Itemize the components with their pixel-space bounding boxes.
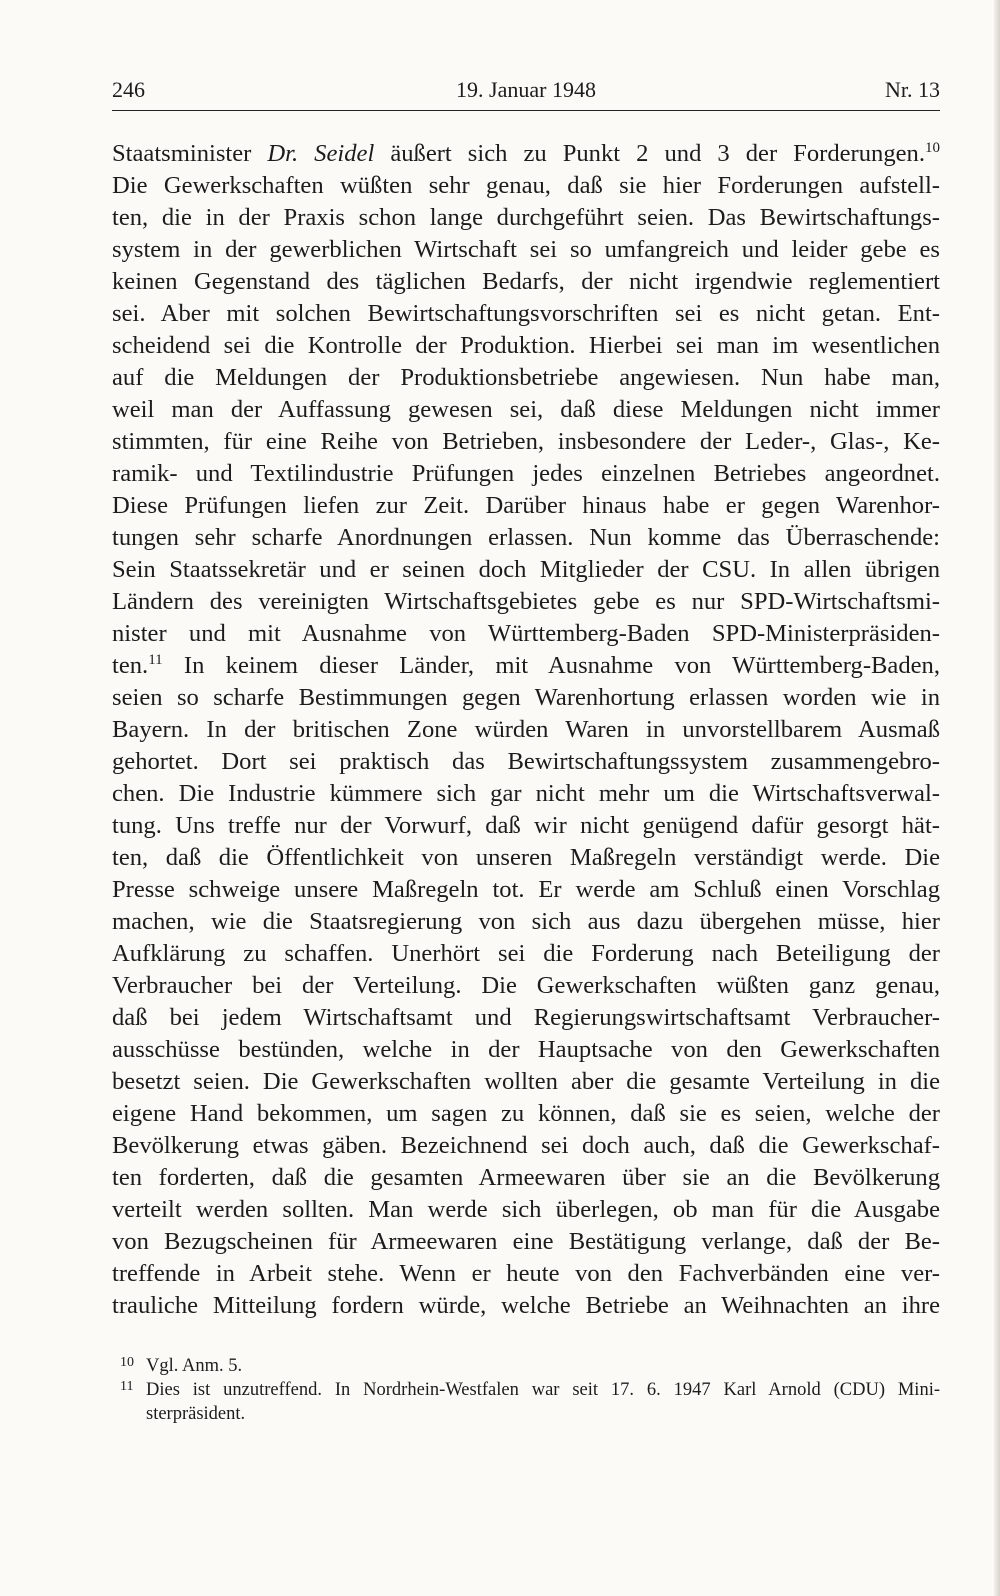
text-line: auf die Meldungen der Produktionsbetriebe angewiesen. Nun habe man,	[112, 364, 940, 391]
text-line: keinen Gegenstand des täglichen Bedarfs, der nicht irgendwie reglementiert	[112, 268, 940, 295]
text-line: Presse schweige unsere Maßregeln tot. Er werde am Schluß einen Vorschlag	[112, 876, 940, 903]
text-line: Aufklärung zu schaffen. Unerhört sei die Forderung nach Beteiligung der	[112, 940, 940, 967]
text-segment: Staatsminister	[112, 140, 268, 167]
footnote-text: Vgl. Anm. 5.	[146, 1356, 243, 1376]
text-line: verteilt werden sollten. Man werde sich überlegen, ob man für die Ausgabe	[112, 1196, 940, 1223]
text-line: von Bezugscheinen für Armeewaren eine Bestätigung verlange, daß der Be-	[112, 1228, 940, 1255]
text-line: ten, die in der Praxis schon lange durchgeführt seien. Das Bewirtschaftungs-	[112, 204, 940, 231]
text-line: sei. Aber mit solchen Bewirtschaftungsvorschriften sei es nicht getan. Ent-	[112, 300, 940, 327]
text-line: chen. Die Industrie kümmere sich gar nicht mehr um die Wirtschaftsverwal-	[112, 780, 940, 807]
page-number: 246	[112, 77, 145, 102]
document-number: Nr. 13	[885, 77, 940, 102]
text-line: ausschüsse bestünden, welche in der Hauptsache von den Gewerkschaften	[112, 1036, 940, 1063]
text-line: Sein Staatssekretär und er seinen doch Mitglieder der CSU. In allen übrigen	[112, 556, 940, 583]
text-line: weil man der Auffassung gewesen sei, daß diese Meldungen nicht immer	[112, 396, 940, 423]
text-segment: äußert sich zu Punkt 2 und 3 der Forderungen.	[374, 140, 925, 167]
text-line: besetzt seien. Die Gewerkschaften wollten aber die gesamte Verteilung in die	[112, 1068, 940, 1095]
text-line	[112, 138, 940, 170]
text-line: daß bei jedem Wirtschaftsamt und Regierungswirtschaftsamt Verbraucher-	[112, 1004, 940, 1031]
footnote-number: 11	[120, 1379, 134, 1394]
paragraph-lines-c	[112, 682, 940, 1322]
footnotes	[112, 1354, 940, 1426]
text-line: gehortet. Dort sei praktisch das Bewirtschaftungssystem zusammengebro-	[112, 748, 940, 775]
text-line: Ländern des vereinigten Wirtschaftsgebietes gebe es nur SPD-Wirtschaftsmi-	[112, 588, 940, 615]
footnote-number: 10	[120, 1355, 134, 1370]
text-line: Bayern. In der britischen Zone würden Waren in unvorstellbarem Ausmaß	[112, 716, 940, 743]
text-line: nister und mit Ausnahme von Württemberg-Baden SPD-Ministerpräsiden-	[112, 620, 940, 647]
footnote-10	[112, 1354, 940, 1378]
text-line: Verbraucher bei der Verteilung. Die Gewerkschaften wüßten ganz genau,	[112, 972, 940, 999]
footnote-ref-11: 11	[148, 652, 163, 668]
page-edge	[994, 0, 1000, 1596]
text-line	[112, 650, 940, 682]
footnote-text: sterpräsident.	[146, 1404, 246, 1424]
text-line: ramik- und Textilindustrie Prüfungen jedes einzelnen Betriebes angeordnet.	[112, 460, 940, 487]
header-rule	[112, 110, 940, 111]
text-line: machen, wie die Staatsregierung von sich aus dazu übergehen müsse, hier	[112, 908, 940, 935]
text-line: ten, daß die Öffentlichkeit von unseren Maßregeln verständigt werde. Die	[112, 844, 940, 871]
footnote-11	[112, 1378, 940, 1426]
text-line: Die Gewerkschaften wüßten sehr genau, daß sie hier Forderungen aufstell-	[112, 172, 940, 199]
footnote-text: Dies ist unzutreffend. In Nordrhein-Westfalen war seit 17. 6. 1947 Karl Arnold (CDU) Mini-	[146, 1380, 940, 1400]
text-line: stimmten, für eine Reihe von Betrieben, insbesondere der Leder-, Glas-, Ke-	[112, 428, 940, 455]
footnote-ref-10: 10	[925, 140, 940, 156]
speaker-name: Dr. Seidel	[267, 140, 375, 167]
text-line: Bevölkerung etwas gäben. Bezeichnend sei doch auch, daß die Gewerkschaf-	[112, 1132, 940, 1159]
text-line: eigene Hand bekommen, um sagen zu können, daß sie es seien, welche der	[112, 1100, 940, 1127]
header-date: 19. Januar 1948	[456, 77, 596, 102]
running-header	[112, 77, 940, 113]
text-segment: ten.	[112, 652, 149, 679]
text-line: scheidend sei die Kontrolle der Produktion. Hierbei sei man im wesentlichen	[112, 332, 940, 359]
text-line: trauliche Mitteilung fordern würde, welche Betriebe an Weihnachten an ihre	[112, 1292, 940, 1319]
text-line: tung. Uns treffe nur der Vorwurf, daß wir nicht genügend dafür gesorgt hät-	[112, 812, 940, 839]
text-line: Diese Prüfungen liefen zur Zeit. Darüber hinaus habe er gegen Warenhor-	[112, 492, 940, 519]
body-text	[112, 138, 940, 1322]
text-segment: In keinem dieser Länder, mit Ausnahme von Württemberg-Baden,	[162, 652, 940, 679]
text-line: treffende in Arbeit stehe. Wenn er heute von den Fachverbänden eine ver-	[112, 1260, 940, 1287]
text-line: ten forderten, daß die gesamten Armeewaren über sie an die Bevölkerung	[112, 1164, 940, 1191]
text-line: tungen sehr scharfe Anordnungen erlassen. Nun komme das Überraschende:	[112, 524, 940, 551]
paragraph-lines-a	[112, 170, 940, 650]
text-line: system in der gewerblichen Wirtschaft sei so umfangreich und leider gebe es	[112, 236, 940, 263]
text-line: seien so scharfe Bestimmungen gegen Warenhortung erlassen worden wie in	[112, 684, 940, 711]
